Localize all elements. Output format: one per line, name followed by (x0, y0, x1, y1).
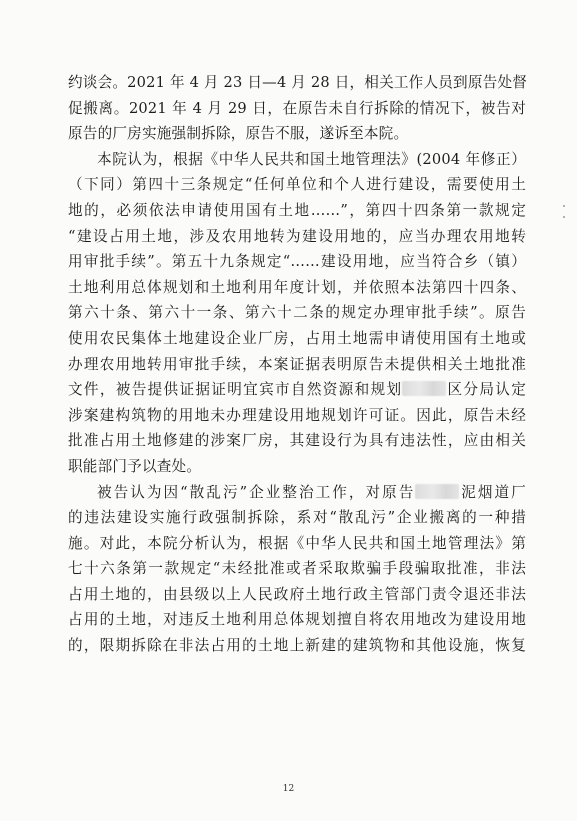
redaction-blur (415, 484, 459, 499)
text-line-with-redaction (68, 377, 526, 403)
text-line: 用审批手续”。第五十九条规定“……建设用地，应当符合乡（镇） (68, 253, 526, 271)
scan-mark (563, 216, 565, 218)
text-line: 施。对此，本院分析认为，根据《中华人民共和国土地管理法》第 (68, 534, 526, 552)
body-text (68, 70, 526, 659)
text-line: 第六十条、第六十一条、第六十二条的规定办理审批手续”。原告 (68, 304, 526, 322)
scan-mark (563, 205, 565, 207)
text-line: 占用的土地，对违反土地利用总体规划擅自将农用地改为建设用地 (68, 611, 526, 629)
text-segment: 泥烟道厂 (459, 483, 526, 501)
text-line: 地的，必须依法申请使用国有土地……”，第四十四条第一款规定 (68, 201, 526, 219)
text-line: 促搬离。2021 年 4 月 29 日，在原告未自行拆除的情况下，被告对 (68, 99, 526, 117)
paragraph-3 (68, 480, 526, 659)
text-line: 批准占用土地修建的涉案厂房，其建设行为具有违法性，应由相关 (68, 432, 526, 450)
text-line: 职能部门予以查处。 (68, 457, 202, 475)
text-line: “建设占用土地，涉及农用地转为建设用地的，应当办理农用地转 (68, 227, 526, 245)
paragraph-2 (68, 147, 526, 480)
text-line-with-redaction (68, 480, 526, 506)
redaction-blur (402, 381, 446, 396)
page-number: 12 (282, 784, 295, 794)
text-line: 的，限期拆除在非法占用的土地上新建的建筑物和其他设施，恢复 (68, 637, 526, 655)
text-line: 本院认为，根据《中华人民共和国土地管理法》(2004 年修正） (97, 150, 526, 168)
text-segment: 被告认为因“散乱污”企业整治工作，对原告 (97, 483, 416, 501)
text-line: 办理农用地转用审批手续，本案证据表明原告未提供相关土地批准 (68, 355, 526, 373)
text-segment: 文件，被告提供证据证明宜宾市自然资源和规划 (68, 381, 403, 399)
text-line: 使用农民集体土地建设企业厂房，占用土地需申请使用国有土地或 (68, 329, 526, 347)
paragraph-1 (68, 70, 526, 147)
text-line: 土地利用总体规划和土地利用年度计划，并依照本法第四十四条、 (68, 278, 526, 296)
text-line: 涉案建构筑物的用地未办理建设用地规划许可证。因此，原告未经 (68, 406, 526, 424)
text-line: 占用土地的，由县级以上人民政府土地行政主管部门责令退还非法 (68, 585, 526, 603)
text-line: 七十六条第一款规定“未经批准或者采取欺骗手段骗取批准，非法 (68, 560, 526, 578)
text-line: 原告的厂房实施强制拆除，原告不服，遂诉至本院。 (68, 125, 409, 143)
text-line: 约谈会。2021 年 4 月 23 日—4 月 28 日，相关工作人员到原告处督 (68, 74, 528, 91)
text-line: （下同）第四十三条规定“任何单位和个人进行建设，需要使用土 (68, 176, 526, 194)
text-segment: 区分局认定 (446, 381, 526, 399)
text-line: 的违法建设实施行政强制拆除，系对“散乱污”企业搬离的一种措 (68, 509, 526, 527)
